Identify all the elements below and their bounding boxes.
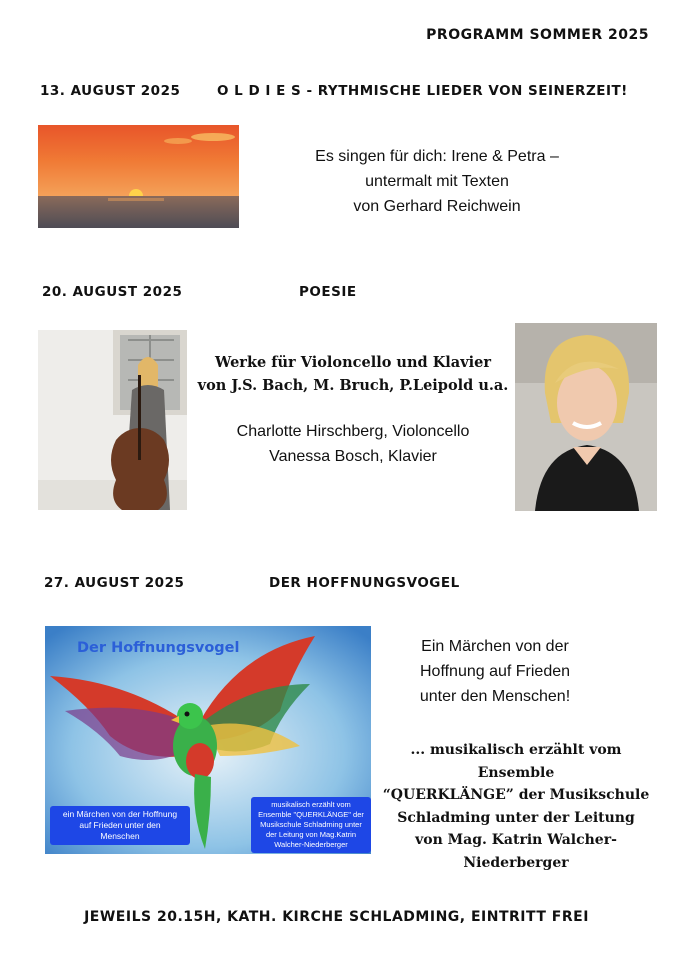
cellist-photo xyxy=(38,330,187,510)
event-3-title: DER HOFFNUNGSVOGEL xyxy=(269,575,460,591)
event-2-works: Werke für Violoncello und Klavier von J.S. Bach, M. Bruch, P.Leipold u.a. xyxy=(197,354,509,394)
event-3-details: ... musikalisch erzählt vom Ensemble “QUERKLÄNGE” der Musikschule Schladming unter der Leitung von Mag. Katrin Walcher-Niederberger xyxy=(382,742,650,871)
hoffnungsvogel-poster xyxy=(45,626,371,854)
event-2-performers: Charlotte Hirschberg, Violoncello Vanessa Bosch, Klavier xyxy=(236,423,470,465)
event-1-date: 13. AUGUST 2025 xyxy=(40,83,181,99)
event-1-description: Es singen für dich: Irene & Petra – untermalt mit Texten von Gerhard Reichwein xyxy=(315,148,559,215)
event-3-date: 27. AUGUST 2025 xyxy=(44,575,185,591)
footer-info: JEWEILS 20.15H, KATH. KIRCHE SCHLADMING, EINTRITT FREI xyxy=(84,909,589,925)
event-2-date: 20. AUGUST 2025 xyxy=(42,284,183,300)
sunset-photo xyxy=(38,125,239,228)
program-header: PROGRAMM SOMMER 2025 xyxy=(426,27,649,43)
event-2-title: POESIE xyxy=(299,284,357,300)
event-1-title: O L D I E S - RYTHMISCHE LIEDER VON SEINERZEIT! xyxy=(217,83,628,99)
poster-caption-left: ein Märchen von der Hoffnung auf Frieden unter den Menschen xyxy=(50,806,190,845)
pianist-photo xyxy=(515,323,657,511)
poster-title: Der Hoffnungsvogel xyxy=(77,640,240,656)
event-3-description: Ein Märchen von der Hoffnung auf Frieden unter den Menschen! xyxy=(419,638,571,705)
poster-caption-right: musikalisch erzählt vom Ensemble "QUERKLÄNGE" der Musikschule Schladming unter der Leitung von Mag.Katrin Walcher-Niederberger xyxy=(251,797,371,853)
